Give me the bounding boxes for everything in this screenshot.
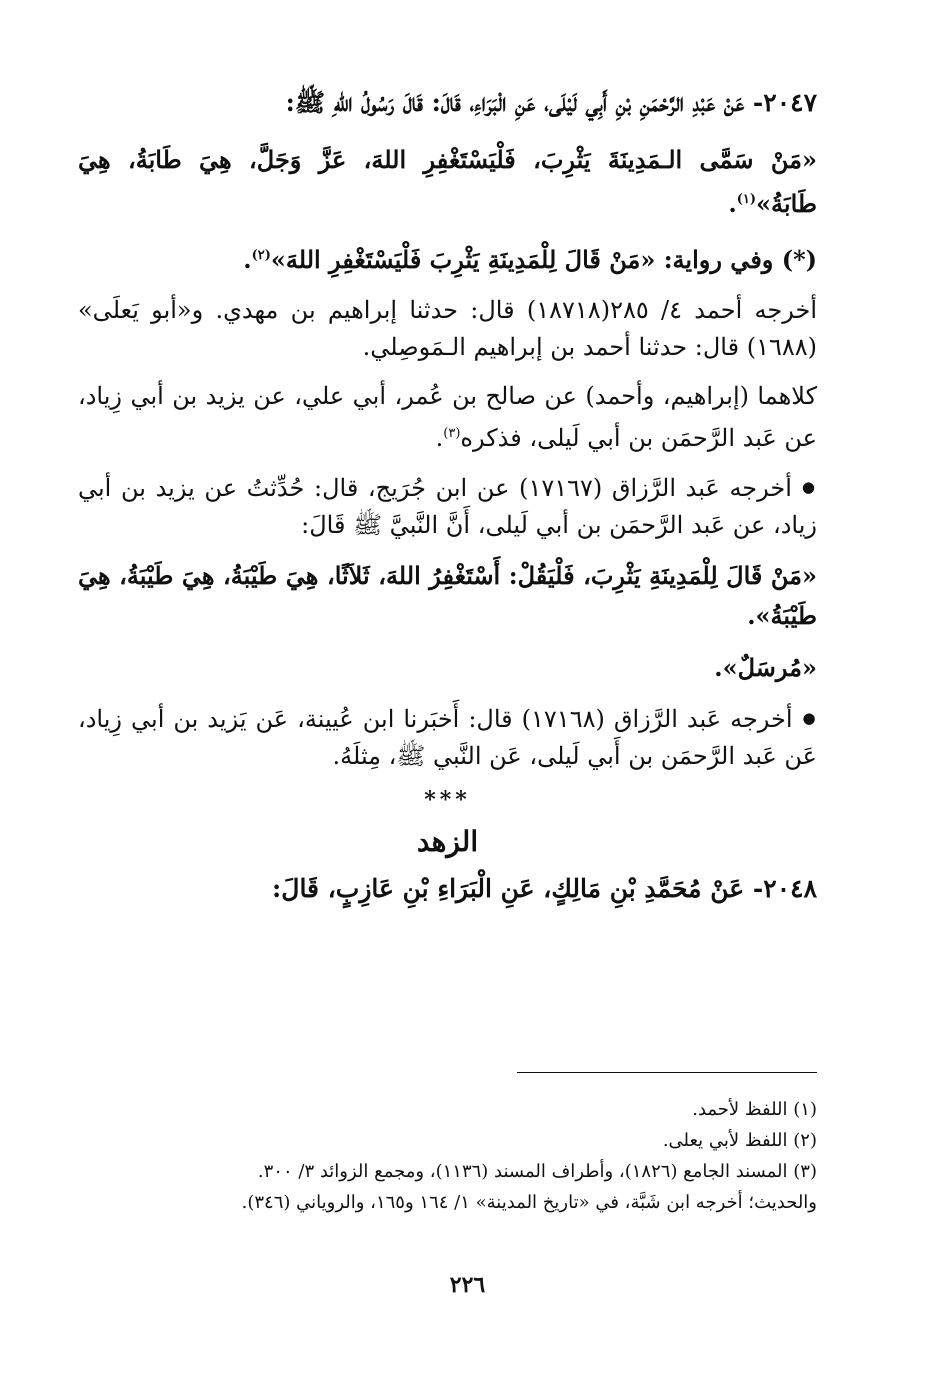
footnote-ref-2[interactable]: (٢) — [251, 248, 271, 263]
mursal-note: «مُرسَلٌ». — [714, 653, 817, 682]
hadith-2048-heading: ٢٠٤٨- عَنْ مُحَمَّدِ بْنِ مَالِكٍ، عَنِ الْبَرَاءِ بْنِ عَازِبٍ، قَالَ: — [272, 874, 817, 903]
footnote-ref-3[interactable]: (٣) — [443, 426, 461, 441]
section-title: الزهد — [416, 825, 479, 858]
page-number: ٢٢٦ — [449, 1272, 486, 1298]
hadith-2047-heading: ٢٠٤٧- عَنْ عَبْدِ الرَّحْمَنِ بْنِ أَبِي لَيْلَى، عَنِ الْبَرَاءِ، قَالَ: قَالَ رَسُولُ اللهِ ﷺ: — [285, 88, 817, 117]
footnote-separator — [517, 1072, 817, 1073]
section-separator-stars: *** — [424, 787, 471, 813]
hadith-2047-text: «مَنْ سَمَّى الـمَدِينَةَ يَثْرِبَ، فَلْيَسْتَغْفِرِ اللهَ، عَزَّ وَجَلَّ، هِيَ طَابَةُ، هِيَ طَابَةُ»$^{(١)}$. — [78, 145, 817, 218]
both-narrators-paragraph: كلاهما (إبراهيم، وأحمد) عن صالح بن عُمر، أبي علي، عن يزيد بن أبي زِياد، عن عَبد الرَّحمَن بن أبي لَيلى، فذكره$^{(٣)}$. — [78, 382, 817, 452]
both-narrators-text: كلاهما (إبراهيم، وأحمد) عن صالح بن عُمر، أبي علي، عن يزيد بن أبي زِياد، عن عَبد الرَّحمَن بن أبي لَيلى، فذكره — [78, 382, 817, 452]
footnote-3: (٣) المسند الجامع (١٨٢٦)، وأطراف المسند (١١٣٦)، ومجمع الزوائد ٣/ ٣٠٠. — [257, 1161, 817, 1182]
variant-narration: (*) وفي رواية: «مَنْ قَالَ لِلْمَدِينَةِ يَثْرِبَ فَلْيَسْتَغْفِرِ اللهَ»$^{(٢)}$. — [243, 245, 817, 274]
bullet-abdurrazzaq-2: ● أخرجه عَبد الرَّزاق (١٧١٦٨) قال: أَخبَرنا ابن عُيينة، عَن يَزيد بن أبي زِياد، عَن عَبد الرَّحمَن بن أَبي لَيلى، عَن النَّبي ﷺ، مِثلَهُ. — [78, 700, 817, 775]
takhrij-paragraph: أخرجه أحمد ٤/ ٢٨٥(١٨٧١٨) قال: حدثنا إبراهيم بن مهدي. و«أبو يَعلَى» (١٦٨٨) قال: حدثنا أحمد بن إبراهيم الـمَوصِلي. — [78, 296, 817, 361]
footnote-ref-1[interactable]: (١) — [736, 192, 757, 207]
bullet-abdurrazzaq-1: ● أخرجه عَبد الرَّزاق (١٧١٦٧) عن ابن جُرَيج، قال: حُدِّثتُ عن يزيد بن أبي زياد، عن عَبد الرَّحمَن بن أبي لَيلى، أَنَّ النَّبيَّ ﷺ قَالَ: — [78, 469, 817, 544]
variant-text: (*) وفي رواية: «مَنْ قَالَ لِلْمَدِينَةِ يَثْرِبَ فَلْيَسْتَغْفِرِ اللهَ» — [270, 245, 817, 274]
footnote-3-continuation: والحديث؛ أخرجه ابن شَبَّة، في «تاريخ المدينة» ١/ ١٦٤ و١٦٥، والروياني (٣٤٦). — [241, 1192, 817, 1213]
hadith-2047-quote: «مَنْ سَمَّى الـمَدِينَةَ يَثْرِبَ، فَلْيَسْتَغْفِرِ اللهَ، عَزَّ وَجَلَّ، هِيَ طَابَةُ، هِيَ طَابَةُ» — [78, 145, 817, 218]
bullet-1-quote: «مَنْ قَالَ لِلْمَدِينَةِ يَثْرِبَ، فَلْيَقُلْ: أَسْتَغْفِرُ اللهَ، ثَلاَثًا، هِيَ طَيْبَةُ، هِيَ طَيْبَةُ، هِيَ طَيْبَةُ». — [78, 561, 817, 630]
footnote-2: (٢) اللفظ لأبي يعلى. — [662, 1130, 817, 1151]
footnotes — [128, 1094, 817, 1218]
footnote-1: (١) اللفظ لأحمد. — [692, 1099, 817, 1120]
